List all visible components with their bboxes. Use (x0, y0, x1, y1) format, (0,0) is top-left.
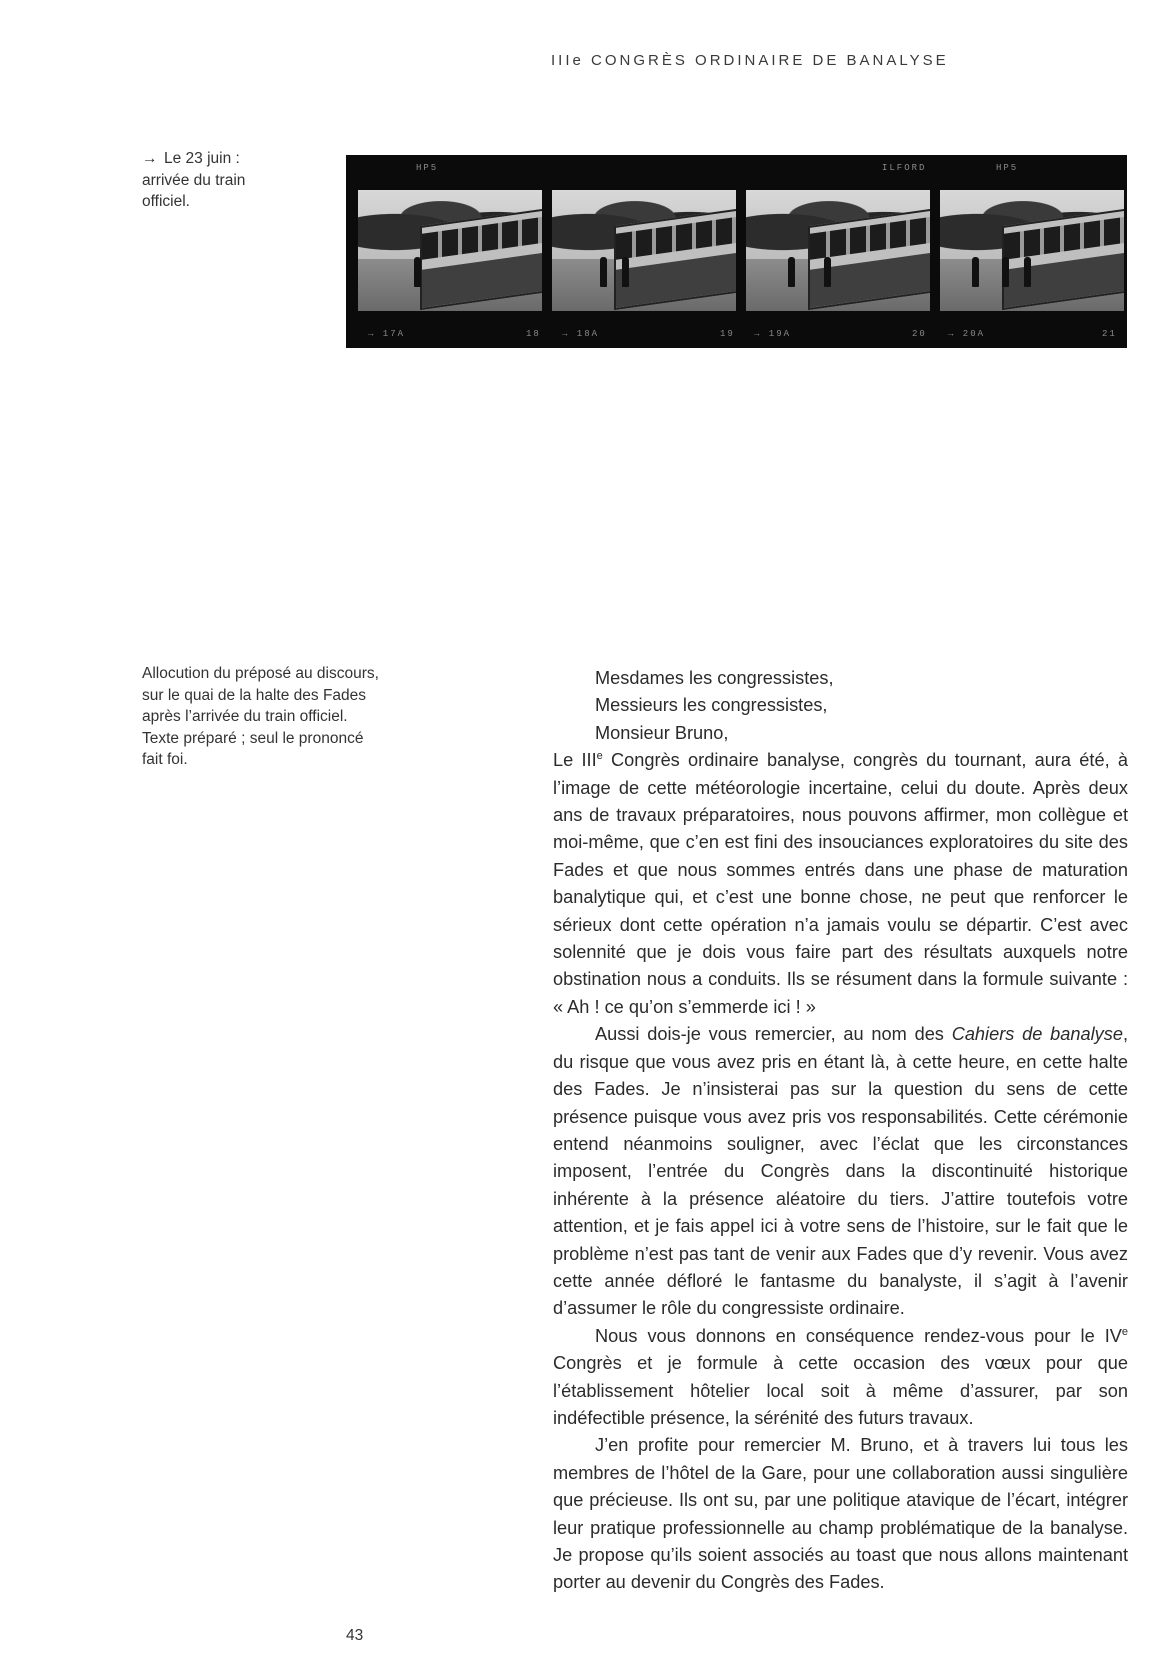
speech-paragraph-4: J’en profite pour remercier M. Bruno, et à travers lui tous les membres de l’hôtel de la Gare, pour une collaboration aussi singulière que précieuse. Ils ont su, par une politique atavique de l’écart, intégrer leur pratique professionnelle au champ problématique de la banalyse. Je propose qu’ils soient associés au toast que nous allons maintenant porter au devenir du Congrès des Fades. (553, 1435, 1128, 1593)
photo-caption (142, 148, 322, 213)
photo-frame-4 (940, 190, 1124, 311)
contact-sheet-photo (346, 155, 1127, 348)
running-head: IIIe CONGRÈS ORDINAIRE DE BANALYSE (551, 52, 949, 69)
speech-body (553, 665, 1128, 1597)
photo-caption-line-2: arrivée du train (142, 171, 246, 189)
speech-caption-line: Allocution du préposé au discours, (142, 665, 379, 682)
frame-number: 19 (720, 329, 735, 339)
photo-frame-3 (746, 190, 930, 311)
frame-number: → 19A (754, 329, 792, 339)
speech-caption-line: fait foi. (142, 751, 188, 768)
frame-number: → 18A (562, 329, 600, 339)
photo-frame-1 (358, 190, 542, 311)
frame-number: → 20A (948, 329, 986, 339)
salutation-line: Messieurs les congressistes, (595, 695, 828, 716)
speech-paragraph-1: Le IIIe Congrès ordinaire banalyse, congrès du tournant, aura été, à l’image de cette météorologie incertaine, celui du doute. Après deux ans de travaux préparatoires, nous pouvons affirmer, mon collègue et moi-même, que c’en est fini des insouciances exploratoires du site des Fades et que nous sommes entrés dans une phase de maturation banalytique qui, et c’est une bonne chose, ne peut que renforcer le sérieux dont cette opération n’a jamais voulu se départir. C’est avec solennité que je dois vous faire part des résultats auxquels notre obstination nous a conduits. Ils se résument dans la formule suivante : « Ah ! ce qu’on s’emmerde ici ! » (553, 750, 1128, 1017)
salutation-line: Monsieur Bruno, (595, 722, 729, 743)
photo-caption-line-3: officiel. (142, 193, 190, 210)
speech-paragraph-2: Aussi dois-je vous remercier, au nom des Cahiers de banalyse, du risque que vous avez pris en étant là, à cette heure, en cette halte des Fades. Je n’insisterai pas sur la question du sens de cette présence puisque vous avez pris vos responsabilités. Cette cérémonie entend néanmoins souligner, avec l’éclat que les circonstances imposent, l’entrée du Congrès dans la discontinuité historique inhérente à la présence aléatoire du tiers. J’attire toutefois votre attention, et je fais appel ici à votre sens de l’histoire, sur le fait que le problème n’est pas tant de venir aux Fades que d’y revenir. Vous avez cette année défloré le fantasme du banalyste, il s’agit à l’avenir d’assumer le rôle du congressiste ordinaire. (553, 1024, 1129, 1319)
speech-paragraph-3: Nous vous donnons en conséquence rendez-vous pour le IVe Congrès et je formule à cette occasion des vœux pour que l’établissement hôtelier local soit à même d’assurer, par son indéfectible présence, la sérénité des futurs travaux. (553, 1325, 1128, 1428)
photo-frame-2 (552, 190, 736, 311)
speech-caption (142, 663, 402, 771)
film-edge-marking: HP5 (996, 163, 1019, 173)
speech-caption-line: Texte préparé ; seul le prononcé (142, 729, 364, 747)
photo-caption-line-1: → Le 23 juin : (142, 148, 322, 170)
film-edge-marking: HP5 (416, 163, 439, 173)
frame-number: 21 (1102, 329, 1117, 339)
frame-number: 18 (526, 329, 541, 339)
speech-caption-line: après l’arrivée du train officiel. (142, 708, 348, 725)
speech-caption-line: sur le quai de la halte des Fades (142, 686, 367, 704)
frame-number: 20 (912, 329, 927, 339)
frame-number: → 17A (368, 329, 406, 339)
film-edge-marking: ILFORD (882, 163, 927, 173)
page-number: 43 (346, 1627, 364, 1644)
arrow-right-icon: → (142, 150, 158, 167)
salutation-line: Mesdames les congressistes, (595, 668, 834, 688)
